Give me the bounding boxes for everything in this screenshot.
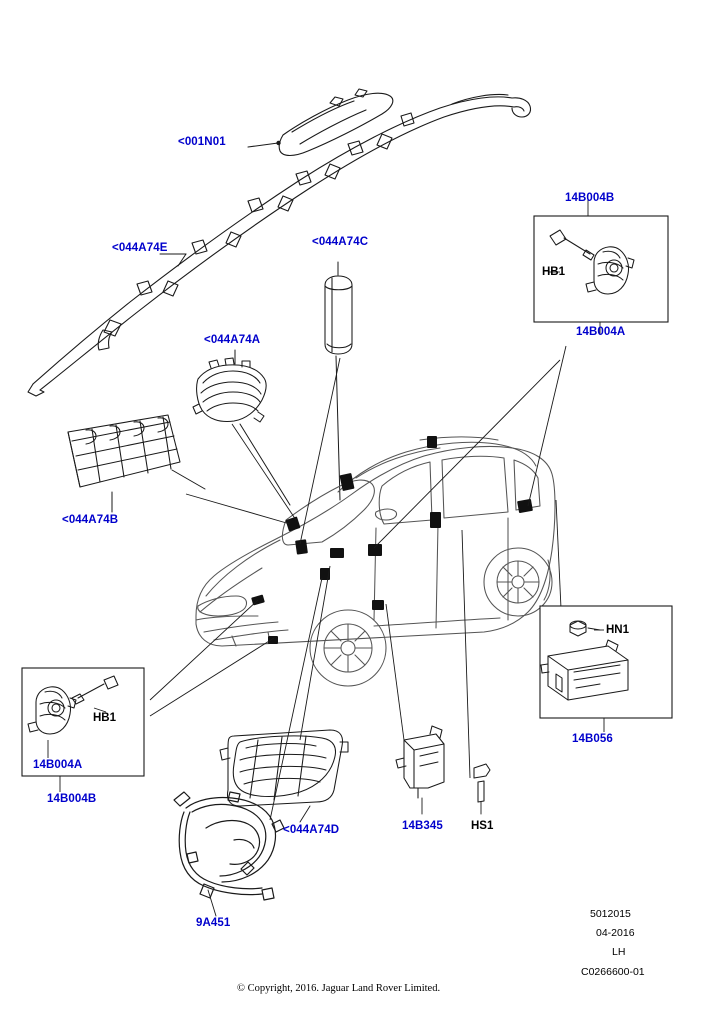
callout-044a74e: <044A74E <box>112 242 168 254</box>
vehicle-outline <box>196 437 555 686</box>
copyright-notice: © Copyright, 2016. Jaguar Land Rover Limited. <box>237 983 441 994</box>
footer-hand: LH <box>612 946 626 958</box>
label-14b004b-top: 14B004B <box>565 192 615 204</box>
label-hb1-bottom: HB1 <box>93 712 117 724</box>
callout-044a74c: <044A74C <box>312 236 369 248</box>
airbag-wiring-harness <box>174 792 284 916</box>
label-14b345: 14B345 <box>402 820 443 832</box>
footer-date: 04-2016 <box>596 927 635 939</box>
callout-9a451: 9A451 <box>196 917 231 929</box>
front-impact-sensor-box-bottom-left <box>22 668 144 792</box>
callout-044a74d: <044A74D <box>283 824 340 836</box>
side-airbag-module <box>325 262 352 500</box>
leader-lines <box>150 346 566 820</box>
mounting-position-markers <box>251 436 533 644</box>
passenger-airbag-module <box>220 730 348 822</box>
curtain-airbag-assembly <box>28 89 531 396</box>
side-impact-sensor-bracket <box>396 726 444 814</box>
label-hn1: HN1 <box>606 624 630 636</box>
label-hb1-top: HB1 <box>542 266 566 278</box>
callout-044a74a: <044A74A <box>204 334 261 346</box>
sensor-screw-hs1 <box>474 764 490 814</box>
callout-044a74b: <044A74B <box>62 514 119 526</box>
label-14b004b-bottom: 14B004B <box>47 793 97 805</box>
label-14b056: 14B056 <box>572 733 613 745</box>
footer-drawing-number: 5012015 <box>590 908 631 920</box>
driver-airbag-module <box>193 350 290 505</box>
label-14b004a-top: 14B004A <box>576 326 626 338</box>
knee-airbag-module <box>68 415 205 512</box>
footer-code: C0266600-01 <box>581 966 645 978</box>
label-hs1: HS1 <box>471 820 494 832</box>
label-14b004a-bottom: 14B004A <box>33 759 83 771</box>
callout-001n01: <001N01 <box>178 136 226 148</box>
